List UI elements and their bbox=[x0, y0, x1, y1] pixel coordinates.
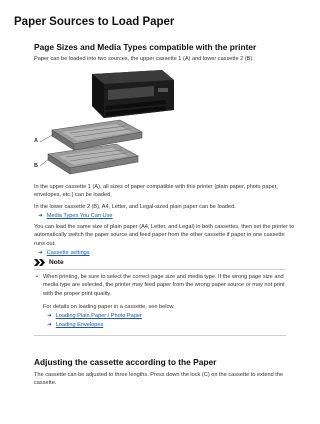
note-header bbox=[34, 259, 64, 266]
loading-plain-link-row bbox=[47, 313, 142, 319]
arrow-right-icon: ➜ bbox=[47, 313, 52, 319]
same-size-line-2: automatically switch the paper source and feed paper from the other cassette if paper in one cassette bbox=[34, 232, 285, 239]
same-size-text bbox=[34, 223, 296, 248]
same-size-line-3: runs out. bbox=[34, 240, 56, 247]
loading-plain-paper-link[interactable]: Loading Plain Paper / Photo Paper bbox=[55, 313, 142, 319]
cassette-b bbox=[48, 144, 138, 174]
figure-label-a: A bbox=[34, 138, 38, 144]
note-details-text: For details on loading paper in a cassette, see below. bbox=[43, 304, 175, 310]
note-bullet-line-1: When printing, be sure to select the correct page size and media type. If the wrong page size and bbox=[43, 274, 284, 280]
cassette-a bbox=[52, 120, 142, 150]
printer-cassettes-figure bbox=[34, 66, 184, 178]
figure-label-b: B bbox=[34, 163, 38, 169]
adjusting-text bbox=[34, 371, 296, 388]
loading-envelopes-link[interactable]: Loading Envelopes bbox=[55, 322, 104, 328]
note-bullet-dot: • bbox=[36, 274, 38, 280]
arrow-right-icon: ➜ bbox=[47, 322, 52, 328]
adjusting-line-1: The cassette can be adjusted to three lengths. Press down the lock (C) on the cassette to extend the bbox=[34, 372, 284, 378]
note-bullet-line-3: with the proper print quality. bbox=[43, 290, 112, 297]
arrow-right-icon: ➜ bbox=[38, 250, 43, 256]
note-bullet-line-2: media type are selected, the printer may feed paper from the wrong paper source or may not print bbox=[43, 282, 285, 289]
note-bottom-divider bbox=[34, 335, 286, 336]
note-top-divider bbox=[34, 269, 286, 270]
media-types-link-row bbox=[38, 213, 113, 219]
loading-envelopes-link-row bbox=[47, 322, 103, 328]
upper-cassette-line-1: In the upper cassette 1 (A), all sizes of paper compatible with this printer (plain paper, photo paper, bbox=[34, 184, 278, 190]
note-label: Note bbox=[49, 259, 64, 266]
cassette-settings-link-row bbox=[38, 250, 90, 256]
intro-text: Paper can be loaded into two sources, the upper cassette 1 (A) and lower cassette 2 (B). bbox=[34, 56, 254, 62]
arrow-right-icon: ➜ bbox=[38, 213, 43, 219]
note-bullet-text bbox=[43, 273, 293, 298]
cassette-settings-link[interactable]: Cassette settings bbox=[46, 250, 90, 256]
upper-cassette-line-2: envelopes, etc.) can be loaded. bbox=[34, 192, 112, 199]
media-types-link[interactable]: Media Types You Can Use bbox=[46, 213, 113, 219]
lower-cassette-text: In the lower cassette 2 (B), A4, Letter, and Legal-sized plain paper can be loaded. bbox=[34, 204, 236, 210]
section-heading-page-sizes: Page Sizes and Media Types compatible with the printer bbox=[34, 42, 257, 52]
same-size-line-1: You can load the same size of plain paper (A4, Letter, and Legal) in both cassettes, then set the printer to bbox=[34, 224, 295, 230]
section-heading-adjusting: Adjusting the cassette according to the Paper bbox=[34, 357, 217, 367]
upper-cassette-text bbox=[34, 183, 296, 200]
printer-illustration bbox=[34, 66, 184, 178]
page-title: Paper Sources to Load Paper bbox=[14, 16, 175, 28]
note-chevrons-icon bbox=[34, 259, 46, 266]
adjusting-line-2: cassette. bbox=[34, 380, 57, 387]
